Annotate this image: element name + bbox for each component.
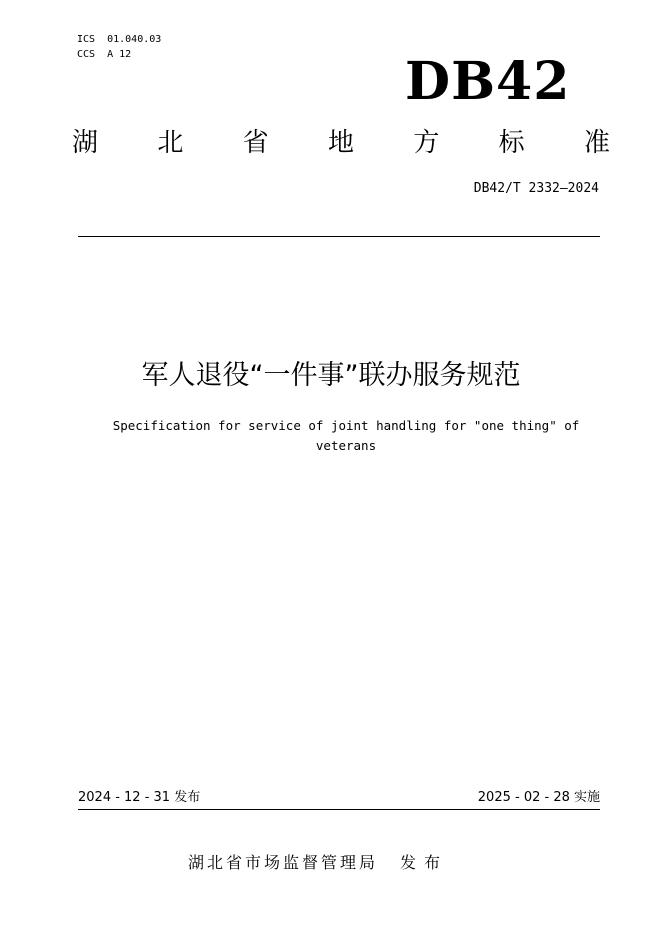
publisher-name: 湖北省市场监督管理局	[188, 853, 379, 872]
top-divider	[78, 236, 600, 237]
publisher-line	[188, 852, 448, 874]
document-title-en: Specification for service of joint handling for "one thing" of veterans	[112, 418, 580, 453]
category-char: 方	[413, 128, 440, 158]
category-char: 湖	[72, 128, 99, 158]
standard-number: DB42/T 2332—2024	[473, 181, 599, 196]
category-char: 省	[242, 128, 269, 158]
implementation-date: 2025 - 02 - 28 实施	[477, 790, 600, 805]
bottom-divider	[78, 809, 600, 810]
release-date: 2024 - 12 - 31 发布	[78, 790, 201, 805]
category-title	[72, 126, 610, 160]
classification-codes	[77, 32, 161, 62]
category-char: 标	[498, 128, 525, 158]
category-char: 北	[157, 128, 184, 158]
ccs-code: CCS A 12	[77, 49, 132, 60]
publish-label: 发布	[400, 853, 449, 872]
category-char: 准	[583, 128, 610, 158]
standard-code-logo: DB42	[405, 51, 571, 112]
category-char: 地	[327, 128, 354, 158]
document-title-zh: 军人退役“一件事”联办服务规范	[141, 360, 521, 391]
ics-code: ICS 01.040.03	[77, 34, 162, 45]
